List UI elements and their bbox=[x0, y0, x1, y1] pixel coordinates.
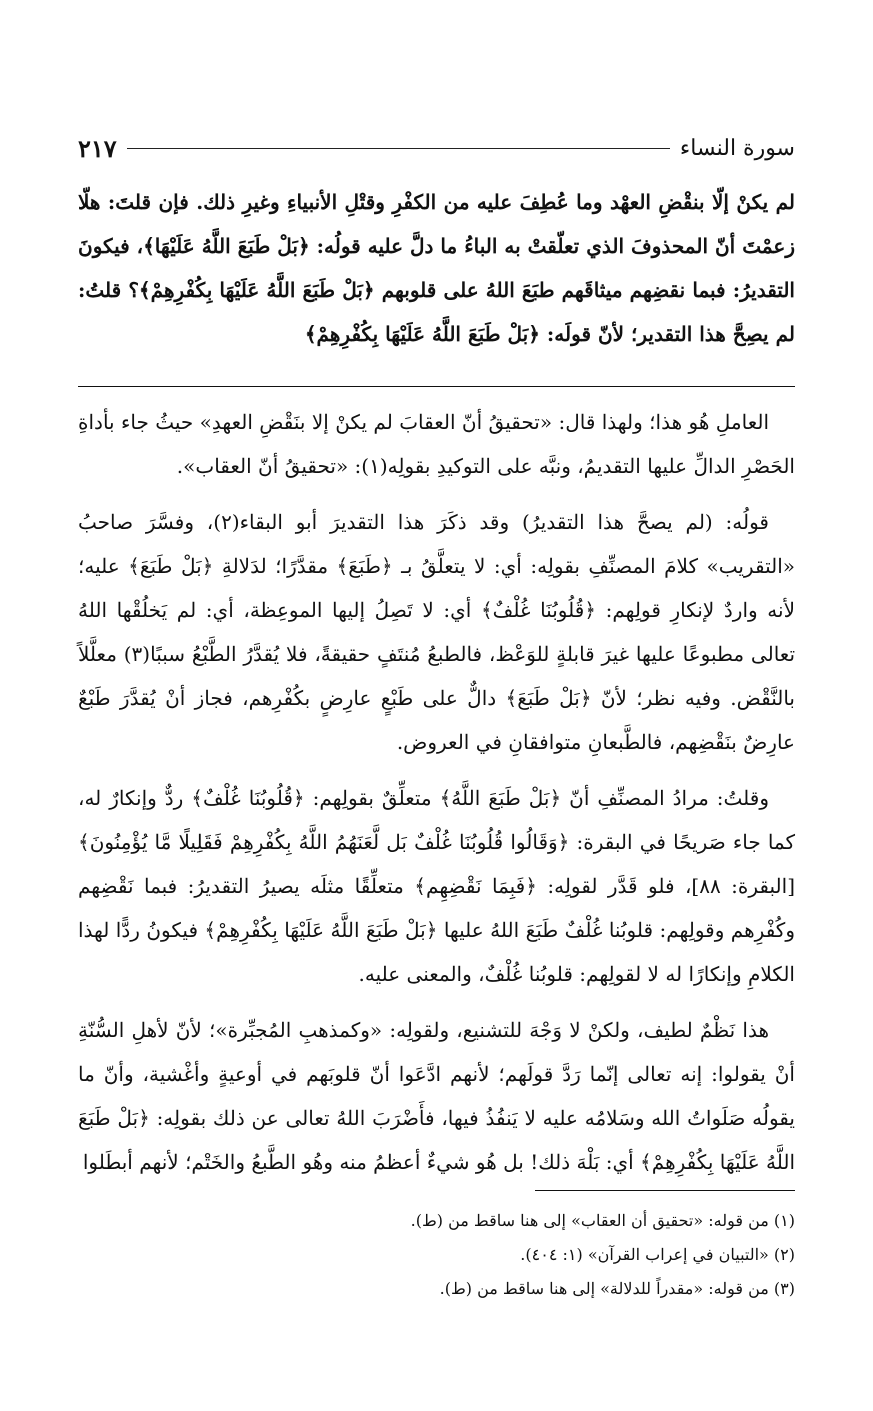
commentary-paragraph: وقلتُ: مرادُ المصنِّفِ أنّ ﴿بَلْ طَبَعَ اللَّهُ﴾ متعلِّقٌ بقولِهم: ﴿قُلُوبُنَا غُلْفٌ﴾ ردٌّ وإنكارٌ له، كما جاء صَريحًا في البقرة: ﴿وَقَالُوا قُلُوبُنَا غُلْفٌ بَل لَّعَنَهُمُ اللَّهُ بِكُفْرِهِمْ فَقَلِيلًا مَّا يُؤْمِنُونَ﴾ [البقرة: ٨٨]، فلو قَدَّر لقولِه: ﴿فَبِمَا نَقْضِهِم﴾ متعلِّقًا مثلَه يصيرُ التقديرُ: فبما نَقْضِهم وكُفْرِهم وقولِهم: قلوبُنا غُلْفٌ طَبَعَ اللهُ عليها ﴿بَلْ طَبَعَ اللَّهُ عَلَيْهَا بِكُفْرِهِمْ﴾ فيكونُ ردًّا لهذا الكلامِ وإنكارًا له لا لقولِهم: قلوبُنا غُلْفٌ، والمعنى عليه. bbox=[78, 786, 796, 986]
text-divider bbox=[78, 386, 795, 387]
footnote-2: (٢) «التبيان في إعراب القرآن» (١: ٤٠٤). bbox=[520, 1245, 795, 1264]
commentary-paragraph: هذا نَظْمٌ لطيف، ولكنْ لا وَجْهَ للتشنيع، ولقولِه: «وكمذهبِ المُجبِّرة»؛ لأنّ لأهلِ السُّنّةِ أنْ يقولوا: إنه تعالى إنّما رَدَّ قولَهم؛ لأنهم ادَّعَوا أنّ قلوبَهم في أوعيةٍ وأغْشية، وأنّ ما يقولُه صَلَواتُ الله وسَلامُه عليه لا يَنفُذُ فيها، فأَضْرَبَ اللهُ تعالى عن ذلك بقولِه: ﴿بَلْ طَبَعَ اللَّهُ عَلَيْهَا بِكُفْرِهِمْ﴾ أي: بَلْهَ ذلك! بل هُو شيءٌ أعظمُ منه وهُو الطَّبعُ والخَتْم؛ لأنهم أبطَلوا bbox=[78, 1018, 795, 1174]
footnote-rule bbox=[535, 1190, 795, 1191]
commentary-paragraph: قولُه: (لم يصحَّ هذا التقديرُ) وقد ذكَرَ هذا التقديرَ أبو البقاء(٢)، وفسَّرَ صاحبُ «التقريب» كلامَ المصنِّفِ بقولِه: أي: لا يتعلَّقُ بـ ﴿طَبَعَ﴾ مقدَّرًا؛ لدَلالةِ ﴿بَلْ طَبَعَ﴾ عليه؛ لأنه واردٌ لإنكارِ قولِهم: ﴿قُلُوبُنَا غُلْفٌ﴾ أي: لا تَصِلُ إليها الموعِظة، أي: لم يَخلُقْها اللهُ تعالى مطبوعًا عليها غيرَ قابلةٍ للوَعْظ، فالطبعُ مُنتَفٍ حقيقةً، فلا يُقدَّرُ الطَّبْعُ سببًا(٣) معلَّلاً بالنَّقْض. وفيه نظر؛ لأنّ ﴿بَلْ طَبَعَ﴾ دالٌّ على طَبْعٍ عارِضٍ بكُفْرِهم، فجاز أنْ يُقدَّرَ طَبْعٌ عارِضٌ بنَقْضِهم، فالطَّبعانِ متوافقانِ في العروض. bbox=[78, 510, 796, 754]
header-rule bbox=[127, 148, 670, 149]
page-number: ٢١٧ bbox=[78, 133, 117, 163]
footnote-1: (١) من قوله: «تحقيق أن العقاب» إلى هنا ساقط من (ط). bbox=[410, 1211, 795, 1230]
commentary-paragraph: العاملِ هُو هذا؛ ولهذا قال: «تحقيقُ أنّ العقابَ لم يكنْ إلا بنَقْضِ العهدِ» حيثُ جاء بأداةِ الحَصْرِ الدالِّ عليها التقديمُ، ونبَّه على التوكيدِ بقولِه(١): «تحقيقُ أنّ العقاب». bbox=[78, 410, 795, 478]
footnote-3: (٣) من قوله: «مقدراً للدلالة» إلى هنا ساقط من (ط). bbox=[439, 1279, 795, 1298]
page-header bbox=[78, 128, 795, 168]
footnotes bbox=[78, 1204, 795, 1306]
main-text bbox=[78, 180, 795, 356]
main-text-paragraph: لم يكنْ إلّا بنقْضِ العهْد وما عُطِفَ عليه من الكفْرِ وقتْلِ الأنبياءِ وغيرِ ذلك. فإن قلتَ: هلّا زعمْتَ أنّ المحذوفَ الذي تعلّقتْ به الباءُ ما دلَّ عليه قولُه: ﴿بَلْ طَبَعَ اللَّهُ عَلَيْهَا﴾، فيكونَ التقديرُ: فبما نقضِهم ميثاقَهم طبَعَ اللهُ على قلوبهم ﴿بَلْ طَبَعَ اللَّهُ عَلَيْهَا بِكُفْرِهِمْ﴾؟ قلتُ: لم يصِحَّ هذا التقدير؛ لأنّ قولَه: ﴿بَلْ طَبَعَ اللَّهُ عَلَيْهَا بِكُفْرِهِمْ﴾ bbox=[78, 190, 795, 346]
commentary bbox=[78, 400, 795, 1196]
surah-title: سورة النساء bbox=[679, 135, 795, 161]
